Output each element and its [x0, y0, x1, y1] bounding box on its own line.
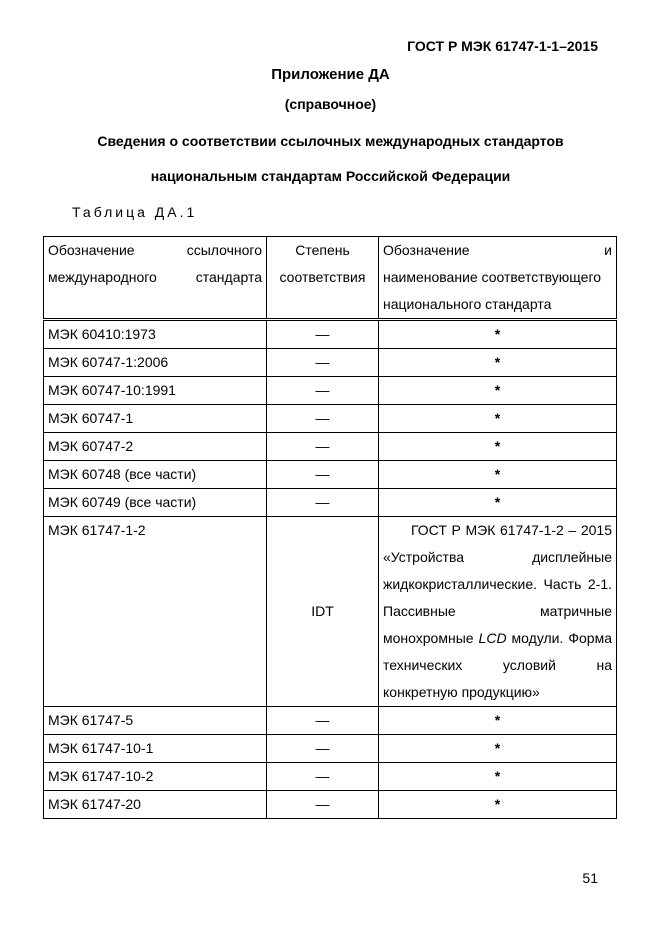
reference-standard-cell: МЭК 60747-1 [44, 405, 267, 433]
national-standard-cell: * [379, 791, 617, 819]
reference-standard-cell: МЭК 60410:1973 [44, 320, 267, 349]
table-row [44, 405, 617, 433]
national-standard-cell [379, 517, 617, 707]
table-row [44, 433, 617, 461]
national-standard-text-italic: LCD [478, 630, 507, 646]
col-header-national-first-line: Обозначение и [383, 242, 612, 258]
table-row [44, 791, 617, 819]
degree-cell: — [267, 405, 379, 433]
national-standard-cell: * [379, 707, 617, 735]
degree-cell: — [267, 377, 379, 405]
appendix-subtitle: (справочное) [284, 96, 377, 112]
table-row [44, 320, 617, 349]
standards-table [43, 236, 617, 819]
degree-cell: — [267, 707, 379, 735]
degree-cell: — [267, 791, 379, 819]
degree-cell: — [267, 735, 379, 763]
reference-standard-cell: МЭК 61747-5 [44, 707, 267, 735]
degree-cell: — [267, 461, 379, 489]
table-row [44, 763, 617, 791]
national-standard-cell: * [379, 377, 617, 405]
reference-standard-cell: МЭК 61747-1-2 [44, 517, 267, 707]
degree-cell: IDT [267, 517, 379, 707]
reference-standard-cell: МЭК 60747-1:2006 [44, 349, 267, 377]
national-standard-cell: * [379, 461, 617, 489]
table-row [44, 707, 617, 735]
reference-standard-cell: МЭК 60747-10:1991 [44, 377, 267, 405]
col-header-degree: Степень соответствия [267, 237, 379, 320]
table-row [44, 461, 617, 489]
reference-standard-cell: МЭК 61747-10-1 [44, 735, 267, 763]
table-row [44, 735, 617, 763]
national-standard-cell: * [379, 320, 617, 349]
degree-cell: — [267, 489, 379, 517]
reference-standard-cell: МЭК 60748 (все части) [44, 461, 267, 489]
reference-standard-cell: МЭК 61747-10-2 [44, 763, 267, 791]
document-code: ГОСТ Р МЭК 61747-1-1–2015 [407, 38, 598, 54]
national-standard-cell: * [379, 405, 617, 433]
table-row-idt [44, 517, 617, 707]
table-caption: Таблица ДА.1 [72, 204, 198, 220]
national-standard-cell: * [379, 763, 617, 791]
degree-cell: — [267, 349, 379, 377]
col-header-national-standard [379, 237, 617, 320]
table-row [44, 489, 617, 517]
national-standard-cell: * [379, 735, 617, 763]
degree-cell: — [267, 433, 379, 461]
page-number: 51 [582, 870, 598, 886]
national-standard-text-end: модули. Форма технических условий на конкретную продукцию» [383, 630, 612, 700]
national-standard-text-start: ГОСТ Р МЭК 61747-1-2 – 2015 «Устройства дисплейные жидкокристаллические. Часть 2-1. Пассивные матричные монохромные [383, 522, 612, 646]
appendix-title: Приложение ДА [271, 66, 390, 83]
reference-standard-cell: МЭК 60747-2 [44, 433, 267, 461]
section-heading-line2: национальным стандартам Российской Федерации [150, 168, 511, 184]
degree-cell: — [267, 763, 379, 791]
national-standard-cell: * [379, 433, 617, 461]
table-row [44, 377, 617, 405]
col-header-reference-standard: Обозначение ссылочного международного стандарта [44, 237, 267, 320]
section-heading-line1: Сведения о соответствии ссылочных международных стандартов [97, 133, 564, 149]
table-header-row [44, 237, 617, 320]
table-row [44, 349, 617, 377]
degree-cell: — [267, 320, 379, 349]
national-standard-cell: * [379, 349, 617, 377]
reference-standard-cell: МЭК 60749 (все части) [44, 489, 267, 517]
national-standard-cell: * [379, 489, 617, 517]
reference-standard-cell: МЭК 61747-20 [44, 791, 267, 819]
col-header-national-rest: наименование соответствующего национального стандарта [383, 269, 602, 312]
